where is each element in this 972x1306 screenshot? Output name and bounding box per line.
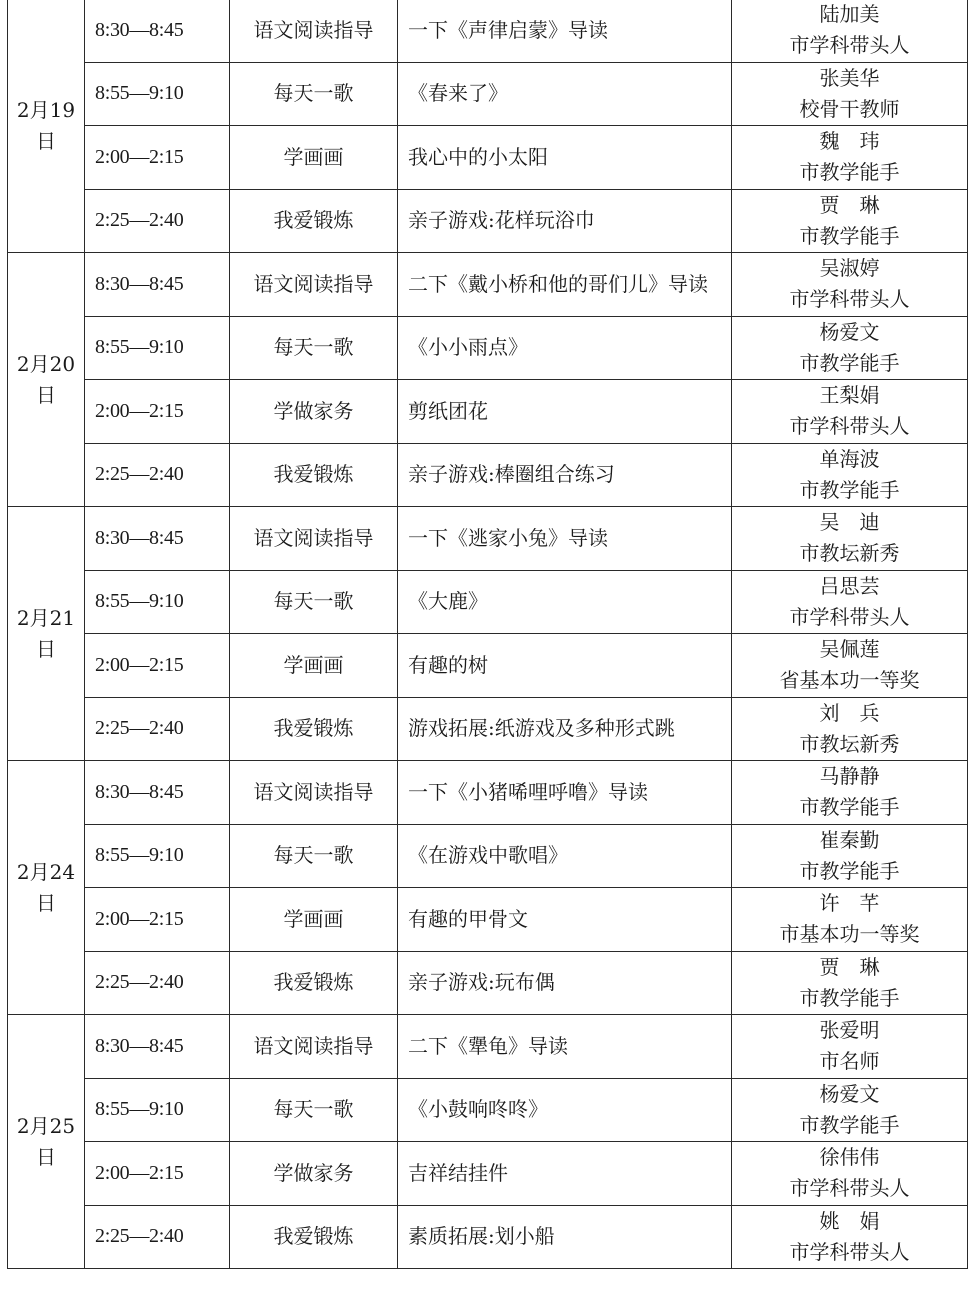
time-cell: 8:30—8:45	[85, 253, 230, 317]
date-cell	[8, 253, 85, 507]
content-cell: 二下《戴小桥和他的哥们儿》导读	[398, 253, 732, 317]
teacher-cell	[732, 126, 968, 190]
content-cell: 亲子游戏:棒圈组合练习	[398, 443, 732, 507]
teacher-cell	[732, 761, 968, 825]
time-cell: 8:55—9:10	[85, 570, 230, 634]
teacher-title: 市学科带头人	[789, 1239, 910, 1264]
teacher-cell	[732, 507, 968, 571]
date-line-1: 2月24	[16, 859, 76, 884]
time-cell: 8:55—9:10	[85, 316, 230, 380]
course-cell: 我爱锻炼	[230, 697, 398, 761]
teacher-cell	[732, 380, 968, 444]
teacher-cell	[732, 824, 968, 888]
date-line-1: 2月19	[16, 97, 76, 122]
teacher-title: 市名师	[819, 1049, 880, 1074]
teacher-name: 杨爱文	[819, 319, 880, 344]
time-cell: 8:30—8:45	[85, 507, 230, 571]
table-row	[8, 0, 968, 62]
date-line-2: 日	[36, 1144, 56, 1169]
time-cell: 2:00—2:15	[85, 888, 230, 952]
course-cell: 语文阅读指导	[230, 761, 398, 825]
teacher-name: 单海波	[819, 446, 880, 471]
time-cell: 2:25—2:40	[85, 1205, 230, 1269]
table-row	[8, 253, 968, 317]
table-row	[8, 126, 968, 190]
course-cell: 我爱锻炼	[230, 443, 398, 507]
teacher-name: 贾 琳	[819, 192, 880, 217]
teacher-title: 市基本功一等奖	[779, 922, 920, 947]
teacher-cell	[732, 697, 968, 761]
teacher-title: 市教学能手	[799, 223, 900, 248]
content-cell: 《小鼓响咚咚》	[398, 1078, 732, 1142]
teacher-title: 市教学能手	[799, 985, 900, 1010]
teacher-name: 刘 兵	[819, 700, 880, 725]
course-cell: 学做家务	[230, 380, 398, 444]
teacher-title: 市学科带头人	[789, 604, 910, 629]
teacher-title: 市学科带头人	[789, 287, 910, 312]
course-cell: 学画画	[230, 888, 398, 952]
course-cell: 学画画	[230, 634, 398, 698]
content-cell: 一下《逃家小兔》导读	[398, 507, 732, 571]
content-cell: 游戏拓展:纸游戏及多种形式跳	[398, 697, 732, 761]
table-row	[8, 507, 968, 571]
teacher-cell	[732, 1078, 968, 1142]
time-cell: 2:00—2:15	[85, 1142, 230, 1206]
table-row	[8, 570, 968, 634]
content-cell: 一下《声律启蒙》导读	[398, 0, 732, 62]
table-row	[8, 697, 968, 761]
course-cell: 语文阅读指导	[230, 507, 398, 571]
content-cell: 《大鹿》	[398, 570, 732, 634]
course-cell: 我爱锻炼	[230, 1205, 398, 1269]
teacher-cell	[732, 1205, 968, 1269]
course-cell: 我爱锻炼	[230, 951, 398, 1015]
teacher-cell	[732, 570, 968, 634]
date-cell	[8, 0, 85, 253]
date-line-2: 日	[36, 890, 56, 915]
time-cell: 2:00—2:15	[85, 126, 230, 190]
content-cell: 我心中的小太阳	[398, 126, 732, 190]
teacher-cell	[732, 443, 968, 507]
teacher-title: 市教学能手	[799, 1112, 900, 1137]
teacher-title: 省基本功一等奖	[779, 668, 920, 693]
content-cell: 亲子游戏:玩布偶	[398, 951, 732, 1015]
table-row	[8, 380, 968, 444]
date-cell	[8, 761, 85, 1015]
content-cell: 二下《犟龟》导读	[398, 1015, 732, 1079]
table-row	[8, 634, 968, 698]
course-cell: 每天一歌	[230, 62, 398, 126]
time-cell: 8:55—9:10	[85, 824, 230, 888]
teacher-cell	[732, 62, 968, 126]
teacher-name: 崔秦勤	[819, 827, 880, 852]
time-cell: 8:55—9:10	[85, 62, 230, 126]
teacher-title: 市教学能手	[799, 858, 900, 883]
course-cell: 每天一歌	[230, 570, 398, 634]
teacher-title: 市教坛新秀	[799, 541, 900, 566]
content-cell: 吉祥结挂件	[398, 1142, 732, 1206]
content-cell: 剪纸团花	[398, 380, 732, 444]
teacher-cell	[732, 951, 968, 1015]
teacher-name: 魏 玮	[819, 129, 880, 154]
teacher-name: 吴 迪	[819, 510, 880, 535]
course-cell: 每天一歌	[230, 824, 398, 888]
teacher-cell	[732, 253, 968, 317]
time-cell: 2:25—2:40	[85, 189, 230, 253]
table-row	[8, 951, 968, 1015]
course-cell: 每天一歌	[230, 316, 398, 380]
content-cell: 亲子游戏:花样玩浴巾	[398, 189, 732, 253]
table-row	[8, 1015, 968, 1079]
table-row	[8, 1078, 968, 1142]
table-row	[8, 824, 968, 888]
teacher-cell	[732, 189, 968, 253]
course-cell: 每天一歌	[230, 1078, 398, 1142]
teacher-name: 马静静	[819, 764, 880, 789]
teacher-name: 陆加美	[819, 2, 880, 27]
teacher-name: 姚 娟	[819, 1208, 880, 1233]
content-cell: 《在游戏中歌唱》	[398, 824, 732, 888]
teacher-title: 市学科带头人	[789, 1176, 910, 1201]
content-cell: 有趣的甲骨文	[398, 888, 732, 952]
content-cell: 《春来了》	[398, 62, 732, 126]
course-cell: 学画画	[230, 126, 398, 190]
teacher-title: 市教学能手	[799, 795, 900, 820]
teacher-title: 校骨干教师	[799, 96, 900, 121]
teacher-name: 徐伟伟	[819, 1145, 880, 1170]
teacher-name: 许 芊	[819, 891, 880, 916]
table-row	[8, 1142, 968, 1206]
course-cell: 我爱锻炼	[230, 189, 398, 253]
teacher-name: 王梨娟	[819, 383, 880, 408]
content-cell: 《小小雨点》	[398, 316, 732, 380]
date-line-2: 日	[36, 636, 56, 661]
date-line-1: 2月21	[16, 605, 76, 630]
teacher-cell	[732, 0, 968, 62]
teacher-name: 贾 琳	[819, 954, 880, 979]
time-cell: 8:55—9:10	[85, 1078, 230, 1142]
teacher-cell	[732, 888, 968, 952]
date-line-2: 日	[36, 128, 56, 153]
time-cell: 2:25—2:40	[85, 443, 230, 507]
date-line-2: 日	[36, 382, 56, 407]
teacher-name: 吴佩莲	[819, 637, 880, 662]
time-cell: 8:30—8:45	[85, 1015, 230, 1079]
course-cell: 语文阅读指导	[230, 1015, 398, 1079]
time-cell: 2:25—2:40	[85, 697, 230, 761]
schedule-body	[8, 0, 968, 1269]
teacher-title: 市教学能手	[799, 350, 900, 375]
content-cell: 一下《小猪唏哩呼噜》导读	[398, 761, 732, 825]
teacher-title: 市教学能手	[799, 477, 900, 502]
table-row	[8, 1205, 968, 1269]
table-row	[8, 316, 968, 380]
course-cell: 语文阅读指导	[230, 0, 398, 62]
teacher-title: 市教坛新秀	[799, 731, 900, 756]
time-cell: 2:00—2:15	[85, 380, 230, 444]
teacher-title: 市学科带头人	[789, 414, 910, 439]
time-cell: 8:30—8:45	[85, 761, 230, 825]
teacher-cell	[732, 634, 968, 698]
table-row	[8, 189, 968, 253]
table-row	[8, 761, 968, 825]
teacher-cell	[732, 316, 968, 380]
teacher-title: 市教学能手	[799, 160, 900, 185]
table-row	[8, 443, 968, 507]
time-cell: 2:25—2:40	[85, 951, 230, 1015]
date-cell	[8, 1015, 85, 1269]
course-cell: 语文阅读指导	[230, 253, 398, 317]
time-cell: 8:30—8:45	[85, 0, 230, 62]
table-row	[8, 888, 968, 952]
teacher-name: 张爱明	[819, 1018, 880, 1043]
date-line-1: 2月20	[16, 351, 76, 376]
teacher-title: 市学科带头人	[789, 33, 910, 58]
content-cell: 素质拓展:划小船	[398, 1205, 732, 1269]
teacher-name: 吕思芸	[819, 573, 880, 598]
date-cell	[8, 507, 85, 761]
course-cell: 学做家务	[230, 1142, 398, 1206]
time-cell: 2:00—2:15	[85, 634, 230, 698]
teacher-name: 张美华	[819, 65, 880, 90]
table-row	[8, 62, 968, 126]
teacher-cell	[732, 1142, 968, 1206]
content-cell: 有趣的树	[398, 634, 732, 698]
schedule-table	[7, 0, 968, 1269]
date-line-1: 2月25	[16, 1113, 76, 1138]
teacher-name: 杨爱文	[819, 1081, 880, 1106]
teacher-cell	[732, 1015, 968, 1079]
teacher-name: 吴淑婷	[819, 256, 880, 281]
